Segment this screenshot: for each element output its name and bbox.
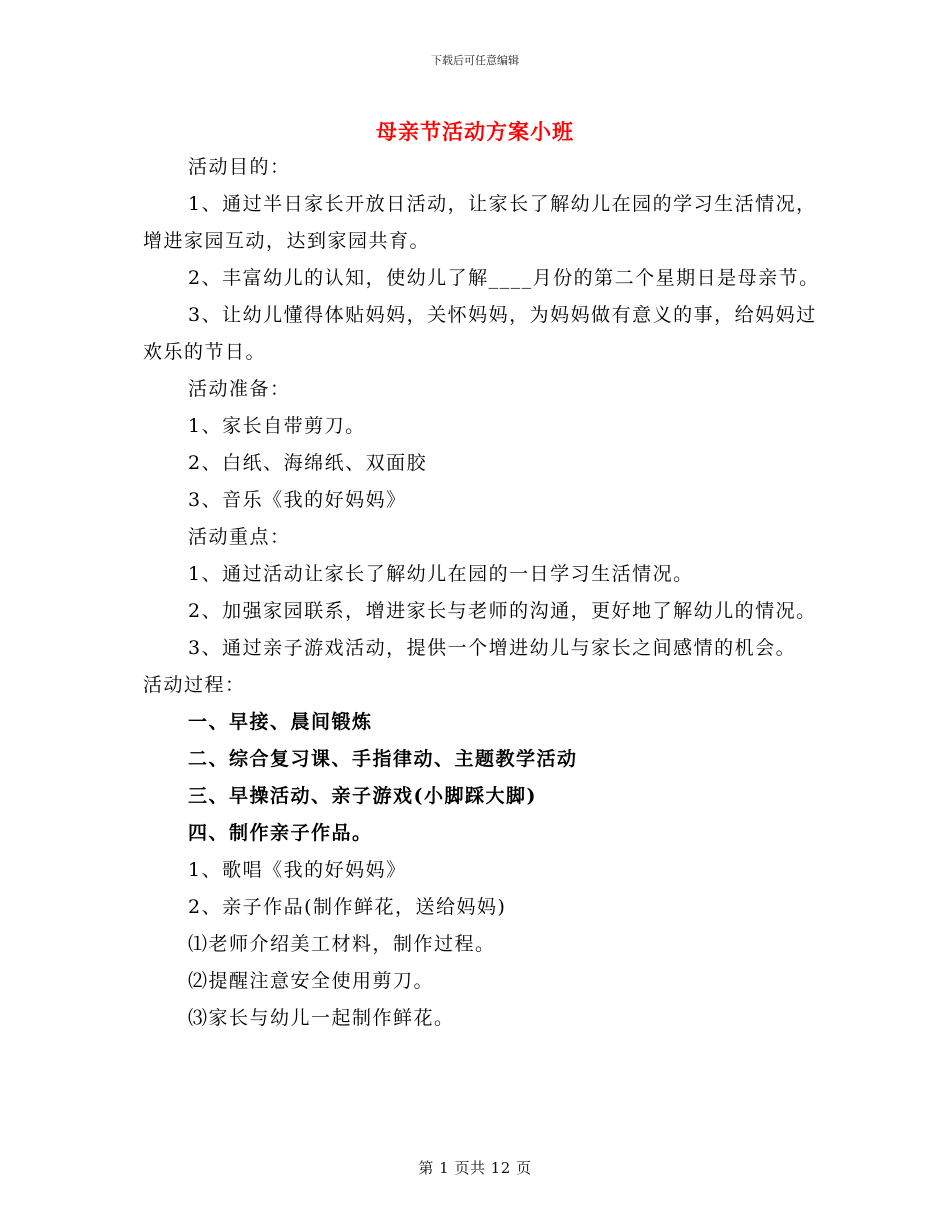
process-step-1: 一、早接、晨间锻炼 (188, 711, 373, 733)
section-heading-purpose: 活动目的： (188, 156, 291, 178)
document-title: 母亲节活动方案小班 (376, 119, 574, 144)
focus-item-1: 1、通过活动让家长了解幼儿在园的一日学习生活情况。 (188, 563, 694, 585)
section-heading-focus: 活动重点： (188, 526, 291, 548)
preparation-item-1: 1、家长自带剪刀。 (188, 415, 366, 437)
step4-item-1: 1、歌唱《我的好妈妈》 (188, 859, 407, 881)
section-heading-process: 活动过程： (143, 674, 246, 696)
preparation-item-2: 2、白纸、海绵纸、双面胶 (188, 452, 428, 474)
document-body (143, 149, 823, 1037)
process-step-2: 二、综合复习课、手指律动、主题教学活动 (188, 748, 578, 770)
preparation-item-3: 3、音乐《我的好妈妈》 (188, 489, 407, 511)
purpose-item-1: 1、通过半日家长开放日活动，让家长了解幼儿在园的学习生活情况，增进家园互动，达到家园共育。 (143, 193, 817, 252)
focus-item-3: 3、通过亲子游戏活动，提供一个增进幼儿与家长之间感情的机会。 (188, 637, 797, 659)
step4-item-2: 2、亲子作品(制作鲜花，送给妈妈) (188, 896, 507, 918)
page-number: 第 1 页共 12 页 (418, 1159, 532, 1177)
step4-subitem-2: ⑵提醒注意安全使用剪刀。 (188, 970, 435, 992)
process-step-3: 三、早操活动、亲子游戏(小脚踩大脚) (188, 785, 537, 807)
step4-subitem-1: ⑴老师介绍美工材料，制作过程。 (188, 933, 496, 955)
focus-item-2: 2、加强家园联系，增进家长与老师的沟通，更好地了解幼儿的情况。 (188, 600, 817, 622)
process-step-4: 四、制作亲子作品。 (188, 822, 373, 844)
section-heading-preparation: 活动准备： (188, 378, 291, 400)
purpose-item-3: 3、让幼儿懂得体贴妈妈，关怀妈妈，为妈妈做有意义的事，给妈妈过欢乐的节日。 (143, 304, 817, 363)
step4-subitem-3: ⑶家长与幼儿一起制作鲜花。 (188, 1007, 455, 1029)
page-header: 下载后可任意编辑 (431, 54, 519, 67)
purpose-item-2: 2、丰富幼儿的认知，使幼儿了解____月份的第二个星期日是母亲节。 (188, 267, 820, 289)
